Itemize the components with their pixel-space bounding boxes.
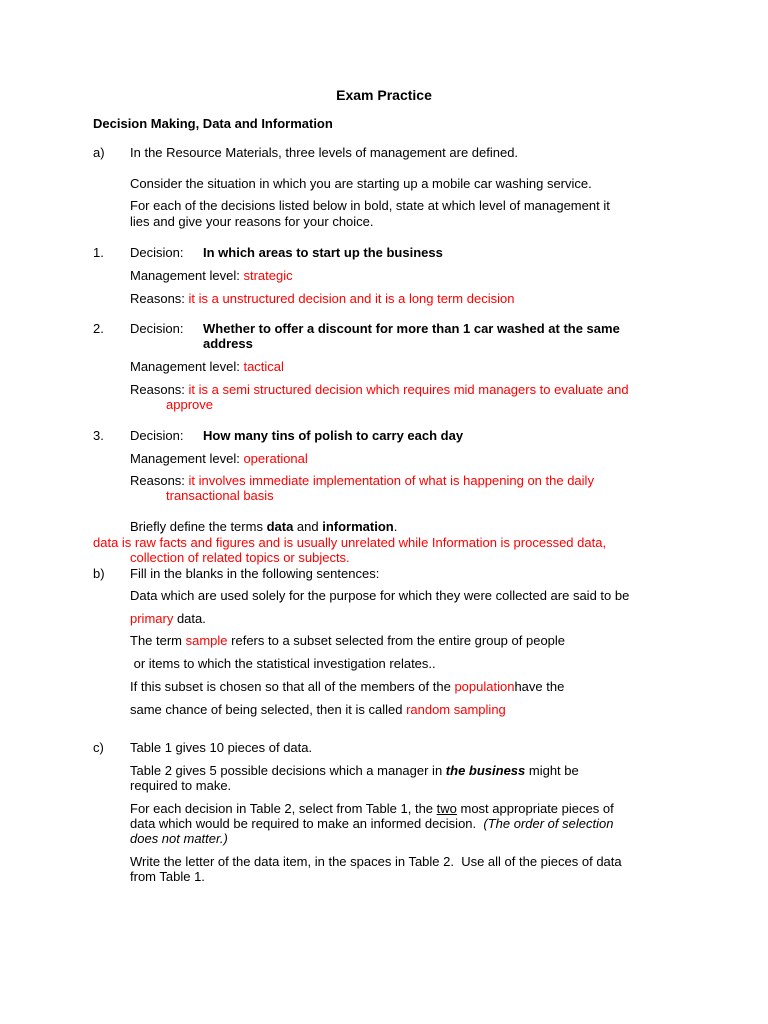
decision-3-label: Decision:: [130, 428, 184, 443]
p2-emphasis: the business: [445, 763, 526, 778]
part-c-p2-line2: required to make.: [130, 778, 232, 793]
decision-2-number: 2.: [93, 321, 104, 336]
decision-2-reason-answer-line1: it is a semi structured decision which requires mid managers to evaluate and: [188, 382, 629, 397]
sentence3-post: have the: [514, 679, 565, 694]
decision-3-reason-answer-line2: transactional basis: [166, 488, 274, 503]
p3-line2-italic: (The order of selection: [483, 816, 614, 831]
part-b-marker: b): [93, 566, 105, 581]
answer-population: population: [454, 679, 515, 694]
term-data: data: [266, 519, 294, 534]
reasons-label: Reasons:: [130, 382, 189, 397]
answer-sample: sample: [185, 633, 228, 648]
part-b-sentence2-line1: [130, 633, 565, 648]
define-terms-prompt: [130, 519, 397, 534]
decision-2-label: Decision:: [130, 321, 184, 336]
part-c-marker: c): [93, 740, 104, 755]
part-c-p3-line3: does not matter.): [130, 831, 228, 846]
decision-3-reason-answer-line1: it involves immediate implementation of what is happening on the daily: [188, 473, 594, 488]
p3-underlined-word: two: [436, 801, 457, 816]
decision-3-level: [130, 451, 308, 466]
define-mid: and: [293, 519, 323, 534]
define-prefix: Briefly define the terms: [130, 519, 267, 534]
define-suffix: .: [393, 519, 398, 534]
part-c-p2-line1: [130, 763, 579, 778]
sentence3-line2-pre: same chance of being selected, then it is called: [130, 702, 407, 717]
decision-1-number: 1.: [93, 245, 104, 260]
part-b-sentence3-line2: [130, 702, 506, 717]
decision-2-text-line1: Whether to offer a discount for more than 1 car washed at the same: [203, 321, 620, 336]
decision-1-text: In which areas to start up the business: [203, 245, 443, 260]
part-c-p4-line1: Write the letter of the data item, in the spaces in Table 2. Use all of the pieces of data: [130, 854, 622, 869]
term-information: information: [322, 519, 394, 534]
part-a-instruction-line2: lies and give your reasons for your choice.: [130, 214, 374, 229]
decision-1-level-answer: strategic: [243, 268, 293, 283]
part-a-intro: In the Resource Materials, three levels of management are defined.: [130, 145, 519, 160]
define-answer-line1: data is raw facts and figures and is usually unrelated while Information is processed data,: [93, 535, 607, 550]
p3-post: most appropriate pieces of: [456, 801, 614, 816]
part-c-p3-line2: [130, 816, 613, 831]
decision-3-number: 3.: [93, 428, 104, 443]
p3-pre: For each decision in Table 2, select from Table 1, the: [130, 801, 437, 816]
decision-2-level-answer: tactical: [243, 359, 284, 374]
p3-line2-pre: data which would be required to make an informed decision.: [130, 816, 484, 831]
decision-3-reasons: [130, 473, 594, 488]
part-b-sentence3-line1: [130, 679, 564, 694]
management-level-label: Management level:: [130, 359, 244, 374]
answer-primary: primary: [130, 611, 174, 626]
p2-post: might be: [525, 763, 579, 778]
decision-2-reason-answer-line2: approve: [166, 397, 213, 412]
part-c-p3-line1: [130, 801, 614, 816]
decision-3-text: How many tins of polish to carry each day: [203, 428, 464, 443]
decision-3-level-answer: operational: [243, 451, 308, 466]
p2-pre: Table 2 gives 5 possible decisions which a manager in: [130, 763, 446, 778]
answer-random-sampling: random sampling: [406, 702, 506, 717]
section-heading: Decision Making, Data and Information: [93, 116, 333, 131]
part-c-p1: Table 1 gives 10 pieces of data.: [130, 740, 313, 755]
part-a-instruction-line1: For each of the decisions listed below in bold, state at which level of management it: [130, 198, 610, 213]
decision-1-label: Decision:: [130, 245, 184, 260]
management-level-label: Management level:: [130, 451, 244, 466]
reasons-label: Reasons:: [130, 473, 189, 488]
decision-2-reasons: [130, 382, 629, 397]
sentence2-post: refers to a subset selected from the entire group of people: [227, 633, 566, 648]
decision-2-level: [130, 359, 284, 374]
part-a-situation: Consider the situation in which you are starting up a mobile car washing service.: [130, 176, 592, 191]
sentence2-pre: The term: [130, 633, 186, 648]
page-title: Exam Practice: [336, 87, 432, 103]
part-b-sentence1-line2: [130, 611, 206, 626]
reasons-label: Reasons:: [130, 291, 189, 306]
part-a-marker: a): [93, 145, 105, 160]
part-c-p4-line2: from Table 1.: [130, 869, 205, 884]
part-b-sentence2-line2: or items to which the statistical investigation relates..: [130, 656, 436, 671]
define-answer-line2: collection of related topics or subjects.: [130, 550, 350, 565]
management-level-label: Management level:: [130, 268, 244, 283]
part-b-intro: Fill in the blanks in the following sentences:: [130, 566, 380, 581]
part-b-sentence1-line1: Data which are used solely for the purpose for which they were collected are said to be: [130, 588, 630, 603]
sentence3-pre: If this subset is chosen so that all of the members of the: [130, 679, 455, 694]
sentence1-tail: data.: [173, 611, 206, 626]
decision-1-reason-answer: it is a unstructured decision and it is a long term decision: [188, 291, 515, 306]
decision-2-text-line2: address: [203, 336, 253, 351]
decision-1-level: [130, 268, 293, 283]
decision-1-reasons: [130, 291, 514, 306]
